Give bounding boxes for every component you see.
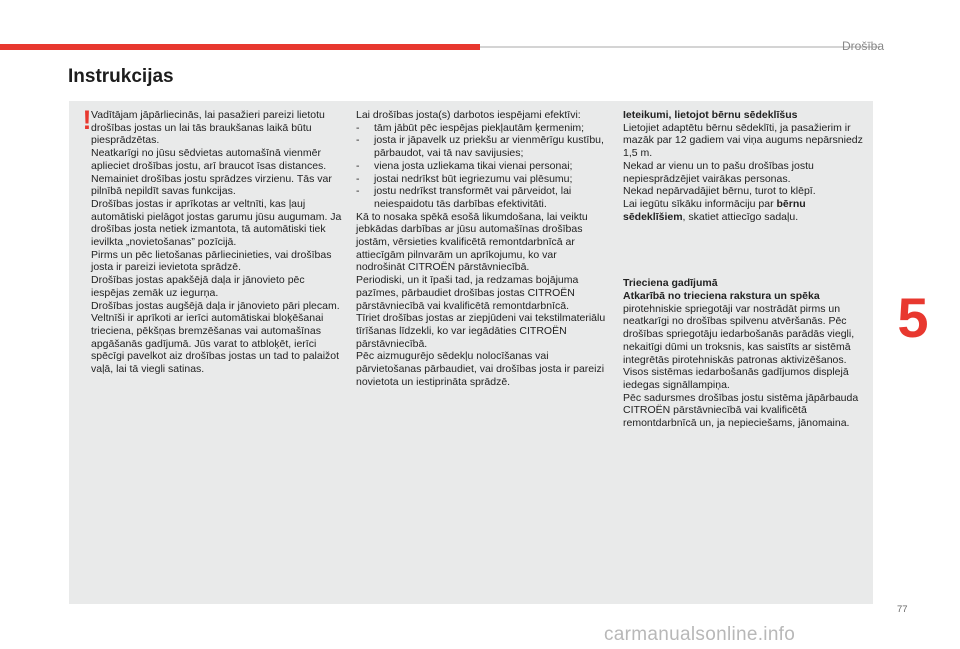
- paragraph: Drošības jostas ir aprīkotas ar veltnīti, kas ļauj automātiski pielāgot jostas garumu jūsu augumam. Ja drošības josta netiek izmantota, tā automātiski tiek ievilkta „novietošanas” pozīcijā.: [91, 197, 342, 249]
- paragraph: Nemainiet drošības jostu sprādzes virzienu. Tās var pilnībā nepildīt savas funkcijas.: [91, 172, 332, 198]
- page-title: Instrukcijas: [68, 66, 174, 87]
- collision-heading: Trieciena gadījumā: [623, 277, 718, 290]
- paragraph: [623, 198, 867, 223]
- bullet-mark: -: [356, 172, 360, 185]
- chapter-number: 5: [897, 286, 929, 349]
- paragraph: Drošības jostas apakšējā daļa ir jānovieto pēc iespējas zemāk uz iegurņa.: [91, 274, 305, 299]
- list-item-text: josta ir jāpavelk uz priekšu ar vienmērīgu kustību, pārbaudot, vai tā nav savijusies;: [374, 134, 604, 160]
- collision-subheading: Atkarībā no trieciena rakstura un spēka: [623, 290, 820, 303]
- paragraph: Vadītājam jāpārliecinās, lai pasažieri pareizi lietotu drošības jostas un lai tās braukšanas laikā būtu piesprādzētas.: [91, 109, 325, 147]
- child-seat-heading: Ieteikumi, lietojot bērnu sēdeklīšus: [623, 109, 798, 121]
- list-item-text: jostu nedrīkst transformēt vai pārveidot, lai neiespaidotu tās darbības efektivitāti.: [374, 185, 572, 210]
- paragraph: Veltnīši ir aprīkoti ar ierīci automātiskai bloķēšanai trieciena, pēkšņas bremzēšanas vai automašīnas apgāšanās gadījumā. Jūs varat to atbloķēt, ierīci spēcīgi pavelkot aiz drošības jostas un tad to palaižot vaļā, lai tā viegli satinas.: [91, 312, 340, 376]
- text-run: , skatiet attiecīgo sadaļu.: [682, 210, 799, 223]
- paragraph: Drošības jostas augšējā daļa ir jānovieto pāri plecam.: [91, 299, 340, 312]
- page-number: 77: [897, 604, 908, 615]
- effectiveness-column: [356, 109, 606, 388]
- paragraph: Neatkarīgi no jūsu sēdvietas automašīnā vienmēr aplieciet drošības jostu, arī braucot īsas distances.: [91, 147, 327, 172]
- list-item-text: jostai nedrīkst būt iegriezumu vai plēsumu;: [374, 172, 573, 185]
- list-item: [356, 122, 606, 135]
- list-item: [356, 160, 606, 173]
- paragraph: Pēc sadursmes drošības jostu sistēma jāpārbauda CITROËN pārstāvniecībā vai kvalificētā remontdarbnīcā un, ja nepieciešams, jānomaina.: [623, 391, 859, 430]
- bullet-mark: -: [356, 185, 360, 198]
- child-seat-reference: bērnu sēdeklīšiem: [623, 197, 806, 223]
- text-run: Lai iegūtu sīkāku informāciju par: [623, 197, 777, 210]
- paragraph: Nekad nepārvadājiet bērnu, turot to klēpī.: [623, 185, 816, 198]
- header-accent-bar: [0, 44, 480, 50]
- section-title: Drošība: [841, 39, 885, 53]
- list-item-text: viena josta uzliekama tikai vienai personai;: [374, 159, 573, 172]
- watermark: carmanualsonline.info: [604, 624, 796, 645]
- warning-column: [91, 109, 343, 376]
- paragraph: Tīriet drošības jostas ar ziepjūdeni vai tekstilmateriālu tīrīšanas līdzekli, ko var iegādāties CITROËN pārstāvniecībā.: [356, 312, 606, 350]
- list-item: [356, 134, 606, 159]
- bullet-mark: -: [356, 134, 360, 147]
- list-item: [356, 173, 606, 186]
- exclamation-mark-icon: !: [82, 105, 92, 135]
- intro-paragraph: Lai drošības josta(s) darbotos iespējami efektīvi:: [356, 109, 581, 121]
- paragraph: Pirms un pēc lietošanas pārliecinieties, vai drošības josta ir pareizi ievietota sprādzē.: [91, 248, 332, 274]
- paragraph: Nekad ar vienu un to pašu drošības jostu nepiesprādzējiet vairākas personas.: [623, 159, 814, 185]
- header-divider: [480, 46, 880, 48]
- list-item: [356, 185, 606, 210]
- paragraph: Pēc aizmugurējo sēdekļu nolocīšanas vai pārvietošanas pārbaudiet, vai drošības josta ir pareizi novietota un iestiprināta sprādzē.: [356, 350, 605, 388]
- bullet-mark: -: [356, 159, 360, 172]
- paragraph: Periodiski, un it īpaši tad, ja redzamas bojājuma pazīmes, pārbaudiet drošības jostas CITROËN pārstāvniecībā vai kvalificētā remontdarbnīcā.: [356, 274, 579, 312]
- instructions-panel: [69, 101, 873, 604]
- paragraph: Kā to nosaka spēkā esošā likumdošana, lai veiktu jebkādas darbības ar jūsu automašīnas drošības jostām, vērsieties kvalificētā remontdarbnīcā ar attiecīgām pilnvarām un aprīkojumu, ko var nodrošināt CITROËN pārstāvniecībā.: [356, 210, 588, 274]
- bullet-mark: -: [356, 121, 360, 134]
- paragraph: pirotehniskie spriegotāji var nostrādāt pirms un neatkarīgi no drošības spilvenu atvēršanās. Pēc drošības spriegotāju iedarbošanās parādās viegli, nekaitīgi dūmi un troksnis, kas saistīts ar sistēmā integrētās pirotehniskās patronas aktivizēšanos.: [623, 302, 855, 366]
- advice-column: [623, 109, 867, 430]
- paragraph: Lietojiet adaptētu bērnu sēdeklīti, ja pasažierim ir mazāk par 12 gadiem vai viņa augums nepārsniedz 1,5 m.: [623, 121, 863, 160]
- paragraph: Visos sistēmas iedarbošanās gadījumos displejā iedegas signāllampiņa.: [623, 366, 849, 391]
- list-item-text: tām jābūt pēc iespējas piekļautām ķermenim;: [374, 121, 585, 134]
